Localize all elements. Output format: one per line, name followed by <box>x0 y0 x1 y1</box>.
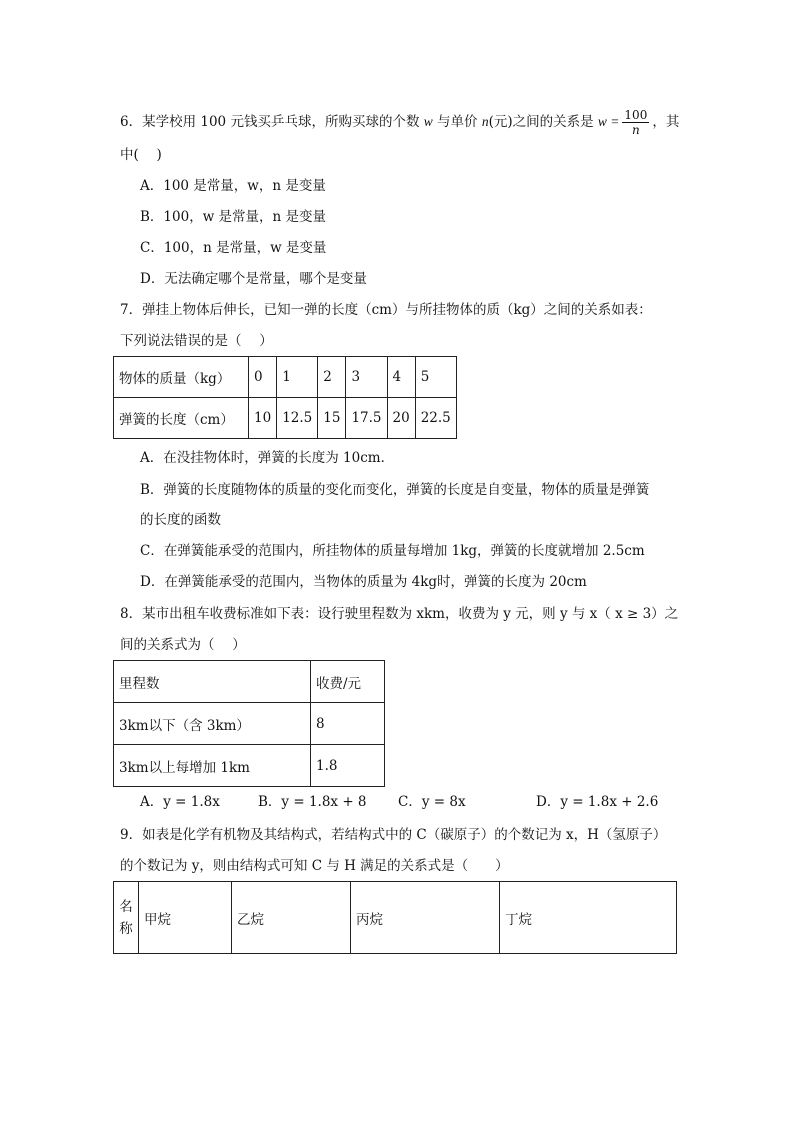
q9-header-name <box>114 882 139 954</box>
q8-option-d: D．y = 1.8x + 2.6 <box>536 794 659 810</box>
q6-fraction-denominator: n <box>632 123 640 137</box>
q9-header-name-top: 名 <box>119 898 133 915</box>
q9-table <box>113 881 677 954</box>
q8-stem-line2: 间的关系式为（ ） <box>120 637 246 653</box>
q7-option-d: D．在弹簧能承受的范围内，当物体的质量为 4kg时，弹簧的长度为 20cm <box>140 574 587 590</box>
table-row <box>114 703 385 745</box>
table-cell: 17.5 <box>346 398 387 439</box>
q6-fraction <box>622 108 649 137</box>
q6-text-d: ，其 <box>652 114 680 130</box>
table-cell: 20 <box>387 398 415 439</box>
q8-header-fee: 收费/元 <box>311 661 385 703</box>
table-row <box>114 882 677 954</box>
table-cell: 5 <box>415 357 456 398</box>
q6-line1 <box>120 108 679 137</box>
q8-stem-line1: 8．某市出租车收费标准如下表：设行驶里程数为 xkm，收费为 y 元，则 y 与 x（ x ≥ 3）之 <box>120 606 679 622</box>
q7-option-b-line2: 的长度的函数 <box>140 512 221 528</box>
table-row <box>114 745 385 787</box>
q6-option-d: D．无法确定哪个是常量，哪个是变量 <box>140 271 367 287</box>
table-cell: 10 <box>249 398 277 439</box>
q6-option-a: A．100 是常量，w，n 是变量 <box>140 178 326 194</box>
table-cell: 3 <box>346 357 387 398</box>
table-cell: 0 <box>249 357 277 398</box>
table-cell: 3km以上每增加 1km <box>114 745 311 787</box>
table-cell: 2 <box>318 357 346 398</box>
q8-header-mileage: 里程数 <box>114 661 311 703</box>
table-cell: 4 <box>387 357 415 398</box>
q6-equation: w = <box>597 114 620 129</box>
table-cell: 1.8 <box>311 745 385 787</box>
table-row <box>114 398 457 439</box>
table-cell: 15 <box>318 398 346 439</box>
q9-header-name-bottom: 称 <box>119 920 133 937</box>
q8-option-b: B．y = 1.8x + 8 <box>258 794 367 810</box>
q7-option-b-line1: B．弹簧的长度随物体的质量的变化而变化，弹簧的长度是自变量，物体的质量是弹簧 <box>140 482 650 498</box>
q7-row2-label: 弹簧的长度（cm） <box>114 398 249 439</box>
q6-line2: 中( ) <box>120 147 162 163</box>
q9-stem-line2: 的个数记为 y，则由结构式可知 C 与 H 满足的关系式是（ ） <box>120 858 509 874</box>
q9-name-ethane: 乙烷 <box>232 882 351 954</box>
q9-name-methane: 甲烷 <box>139 882 232 954</box>
q7-row1-label: 物体的质量（kg） <box>114 357 249 398</box>
table-cell: 1 <box>277 357 318 398</box>
q8-table <box>113 660 385 787</box>
q9-name-butane: 丁烷 <box>500 882 677 954</box>
table-row <box>114 661 385 703</box>
q6-var-w: w <box>423 114 433 129</box>
q8-option-a: A．y = 1.8x <box>140 794 220 810</box>
q8-option-c: C．y = 8x <box>398 794 466 810</box>
q8-options <box>0 792 794 814</box>
q6-fraction-numerator: 100 <box>624 108 648 122</box>
q7-option-a: A．在没挂物体时，弹簧的长度为 10cm． <box>140 450 395 466</box>
q9-stem-line1: 9．如表是化学有机物及其结构式，若结构式中的 C（碳原子）的个数记为 x，H（氢原子） <box>120 827 667 843</box>
q9-name-propane: 丙烷 <box>351 882 500 954</box>
q6-text-a: 6．某学校用 100 元钱买乒乓球，所购买球的个数 <box>120 114 424 130</box>
q6-text-c: (元)之间的关系是 <box>488 114 598 130</box>
q7-option-c: C．在弹簧能承受的范围内，所挂物体的质量每增加 1kg，弹簧的长度就增加 2.5cm <box>140 543 645 559</box>
q6-text-b: 与单价 <box>432 114 482 130</box>
table-row <box>114 357 457 398</box>
table-cell: 8 <box>311 703 385 745</box>
table-cell: 22.5 <box>415 398 456 439</box>
q6-var-n: n <box>481 114 489 129</box>
q7-stem-line1: 7．弹挂上物体后伸长，已知一弹的长度（cm）与所挂物体的质（kg）之间的关系如表： <box>120 302 652 318</box>
q6-option-c: C．100，n 是常量，w 是变量 <box>140 240 327 256</box>
q7-table <box>113 356 457 439</box>
q7-stem-line2: 下列说法错误的是（ ） <box>120 333 273 349</box>
q6-option-b: B．100，w 是常量，n 是变量 <box>140 209 327 225</box>
table-cell: 12.5 <box>277 398 318 439</box>
table-cell: 3km以下（含 3km） <box>114 703 311 745</box>
